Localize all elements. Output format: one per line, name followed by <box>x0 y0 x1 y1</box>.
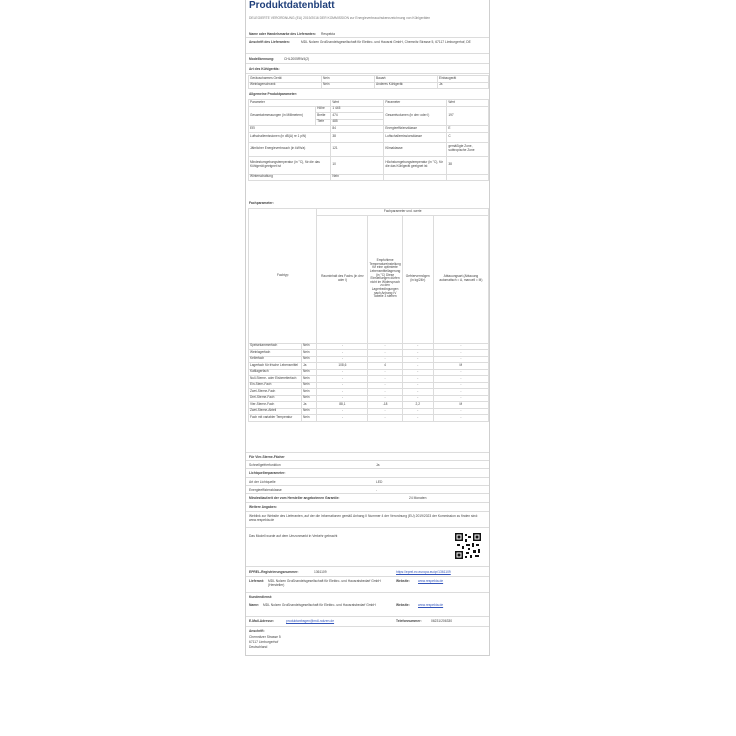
table-cell: 38 <box>331 132 384 142</box>
compartment-cell: Nein <box>302 343 317 350</box>
email-label: E-Mail-Adresse: <box>249 619 274 623</box>
compartment-cell: 88,1 <box>317 402 368 409</box>
compartment-cell: Nein <box>302 376 317 383</box>
service-website-link[interactable]: www.respekta.de <box>418 603 444 607</box>
service-name-value: MDL Nolzen Großhandelsgesellschaft für Elektro- und Hausratsbedarf GmbH <box>263 603 376 607</box>
compartment-type: Kellerfach <box>249 356 302 363</box>
address-line: Chemnitzer Strasse 5 <box>249 635 281 639</box>
compartment-cell: - <box>317 343 368 350</box>
compartment-cell: - <box>317 415 368 422</box>
address-label: Anschrift: <box>249 629 265 633</box>
table-row <box>249 142 489 156</box>
compartment-type: Vier-Sterne-Fach <box>249 402 302 409</box>
compartment-type: Lagerfach für frische Lebensmittel <box>249 363 302 370</box>
address-line: 67117 Limburgerhof <box>249 640 279 644</box>
compartment-cell: - <box>433 343 488 350</box>
compartment-cell: - <box>402 395 433 402</box>
website-link[interactable]: www.respekta.de <box>418 579 444 583</box>
table-cell: Wert <box>447 100 489 107</box>
test-note: Das Modell wurde auf dem Umzonmarkt in Verkehr gebracht <box>249 534 338 538</box>
compartment-type: Null-Sterne- oder Eisbereiterfach <box>249 376 302 383</box>
compartment-cell: - <box>368 376 402 383</box>
table-cell: E <box>447 126 489 133</box>
table-cell: Energieeffizienzklasse <box>384 126 447 133</box>
phone-value: 06231/206330 <box>431 619 453 623</box>
table-cell: Mindestumgebungstemperatur (in °C), für die das Kühlgerät geeignet ist <box>249 156 331 174</box>
table-cell: Höchstumgebungstemperatur (in °C), für die das Kühlgerät geeignet ist <box>384 156 447 174</box>
table-cell: Höhe <box>316 106 331 113</box>
table-cell: 10 <box>331 156 384 174</box>
table-row <box>249 156 489 174</box>
compartment-cell: - <box>368 395 402 402</box>
compartment-cell: - <box>368 350 402 357</box>
compartment-cell: Ja <box>302 363 317 370</box>
table-cell: Fachparameter und -werte <box>317 209 489 216</box>
contact-website-label: Website: <box>396 579 410 583</box>
compartment-cell: - <box>402 369 433 376</box>
compartment-cell: - <box>433 389 488 396</box>
light-type-row: Art der Lichtquelle LED <box>246 478 489 486</box>
table-cell: Jährlicher Energieverbrauch (in kWh/a) <box>249 142 331 156</box>
additional-heading: Weitere Angaben: <box>246 503 489 512</box>
table-cell: Nein <box>322 76 375 83</box>
page-title: Produktdatenblatt <box>249 0 335 11</box>
table-cell: 474 <box>331 113 384 120</box>
service-website-label: Website: <box>396 603 410 607</box>
compartment-cell: - <box>368 389 402 396</box>
compartment-cell: - <box>433 408 488 415</box>
compartment-cell: - <box>433 369 488 376</box>
table-row <box>249 415 489 422</box>
table-cell: Nein <box>322 82 375 89</box>
compartment-cell: - <box>433 415 488 422</box>
table-cell: Gefriervermögen (in kg/24h) <box>402 215 433 343</box>
compartment-type: Zwei-Sterne-Abteil <box>249 408 302 415</box>
compartment-cell: - <box>368 382 402 389</box>
compartment-cell: - <box>433 382 488 389</box>
brand-row: Name oder Handelsmarke des Lieferanten: Respekta <box>246 30 489 38</box>
table-cell: Gesamtabmessungen (in Millimetern) <box>249 106 316 126</box>
compartment-type: Ein-Stern-Fach <box>249 382 302 389</box>
table-cell: 485 <box>331 119 384 126</box>
compartment-cell: - <box>402 343 433 350</box>
title-bar <box>246 0 489 15</box>
email-link[interactable]: produktanfragen@mdl-nolzen.de <box>286 619 335 623</box>
table-cell: Breite <box>316 113 331 120</box>
compartment-cell: -18 <box>368 402 402 409</box>
compartment-cell: Nein <box>302 408 317 415</box>
table-cell: Geräuscharmes Gerät <box>249 76 322 83</box>
divider <box>246 576 489 577</box>
compartment-cell: - <box>368 356 402 363</box>
compartment-type: Fach mit variabler Temperatur <box>249 415 302 422</box>
compartment-cell: - <box>402 408 433 415</box>
table-row <box>249 132 489 142</box>
compartment-cell: - <box>402 376 433 383</box>
compartment-cell: Nein <box>302 369 317 376</box>
compartment-cell: - <box>402 389 433 396</box>
compartments-table <box>248 208 489 422</box>
eprel-number: 1361109 <box>314 570 327 574</box>
compartment-cell: - <box>402 415 433 422</box>
table-cell: Nein <box>331 174 384 181</box>
table-cell: Anderes Kühlgerät: <box>375 82 438 89</box>
table-cell: Abtauungsart (Abtauung automatisch = A, manuell = M) <box>433 215 488 343</box>
compartment-cell: - <box>433 350 488 357</box>
phone-label: Telefonnummer: <box>396 619 422 623</box>
divider <box>246 592 489 593</box>
table-cell: gemäßigte Zone, subtropische Zone <box>447 142 489 156</box>
compartment-cell: - <box>317 382 368 389</box>
address-line: Deutschland <box>249 645 268 649</box>
table-cell: Winterschaltung <box>249 174 331 181</box>
compartment-type: Zwei-Sterne-Fach <box>249 389 302 396</box>
compartment-cell: - <box>368 415 402 422</box>
compartment-cell: - <box>402 350 433 357</box>
table-cell: 84 <box>331 126 384 133</box>
service-name-label: Name: <box>249 603 260 607</box>
table-cell: EEI <box>249 126 331 133</box>
table-cell: Empfohlene Temperatureinstellung für eine optimierte Lebensmittellagerung (in °C) Diese Einstellungen dürfen nicht im Widerspruch zu den Lagerbedingungen nach Anhang IV Tabelle 3 stehen <box>368 215 402 343</box>
compartment-cell: Nein <box>302 395 317 402</box>
compartment-cell: - <box>317 389 368 396</box>
address-row: Anschrift des Lieferanten: MDL Nolzen Großhandelsgesellschaft für Elektro- und Hausrat GmbH, Chemnitz Strasse 5, 67117 Limburgerhof, DE <box>246 38 489 54</box>
service-heading: Kundendienst: <box>249 595 273 599</box>
compartment-cell: - <box>317 376 368 383</box>
divider <box>246 626 489 627</box>
compartment-cell: M <box>433 402 488 409</box>
compartment-cell: Ja <box>302 402 317 409</box>
compartment-cell: - <box>317 395 368 402</box>
compartment-cell: M <box>433 363 488 370</box>
contact-supplier-value: MDL Nolzen Großhandelsgesellschaft für Elektro- und Hausratsbedarf GmbH (Hersteller) <box>268 579 381 587</box>
device-type-heading: Art des Kühlgeräts: <box>246 64 489 74</box>
compartment-cell: - <box>317 350 368 357</box>
compartment-cell: - <box>368 408 402 415</box>
table-cell: 197 <box>447 106 489 126</box>
compartment-cell: - <box>317 408 368 415</box>
eprel-label: EPREL-Registrierungsnummer: <box>249 570 299 574</box>
compartment-cell: 2,2 <box>402 402 433 409</box>
table-row <box>249 174 489 181</box>
table-cell: Fachtyp <box>249 209 317 344</box>
compartment-cell: 108,6 <box>317 363 368 370</box>
table-cell: Ja <box>438 82 489 89</box>
eprel-link[interactable]: https://eprel.ec.europa.eu/qr/1361109 <box>396 570 451 574</box>
table-cell: Parameter <box>249 100 331 107</box>
table-cell: Bauart: <box>375 76 438 83</box>
table-cell: 38 <box>447 156 489 174</box>
compartment-type: Drei-Sterne-Fach <box>249 395 302 402</box>
compartment-cell: Nein <box>302 350 317 357</box>
compartment-cell: 4 <box>368 363 402 370</box>
compartment-cell: - <box>433 395 488 402</box>
compartment-cell: Nein <box>302 356 317 363</box>
table-cell: 1 445 <box>331 106 384 113</box>
compartment-cell: - <box>317 356 368 363</box>
divider <box>246 616 489 617</box>
table-cell <box>384 174 447 181</box>
divider <box>246 566 489 567</box>
compartment-cell: Nein <box>302 415 317 422</box>
general-params-table <box>248 99 489 181</box>
table-cell: Weinlagerschrank <box>249 82 322 89</box>
table-cell: Gesamtvolumen (in dm³ oder l) <box>384 106 447 126</box>
model-row: Modellkennung: CHL2005RW4(2) <box>246 54 489 64</box>
compartment-cell: - <box>368 369 402 376</box>
table-cell: Rauminhalt des Fachs (in dm³ oder l) <box>317 215 368 343</box>
compartment-cell: - <box>402 382 433 389</box>
table-cell: Einbaugerät <box>438 76 489 83</box>
general-heading: Allgemeine Produktparameter: <box>249 92 298 96</box>
compartment-cell: - <box>402 363 433 370</box>
table-cell: Wert <box>331 100 384 107</box>
table-cell: Luftschallemissionen (in dB(A) re 1 pW) <box>249 132 331 142</box>
light-heading: Lichtquellenparameter: <box>246 469 489 478</box>
compartment-cell: Nein <box>302 389 317 396</box>
compartment-cell: - <box>402 356 433 363</box>
light-class-row: Energieeffizienzklasse - <box>246 486 489 494</box>
compartments-heading: Fachparameter: <box>249 201 274 205</box>
compartment-cell: Nein <box>302 382 317 389</box>
table-cell: Klimaklasse: <box>384 142 447 156</box>
table-row <box>249 82 489 89</box>
compartment-cell: - <box>317 369 368 376</box>
regulation-text: DELEGIERTE VERORDNUNG (EU) 2019/2016 DER KOMMISSION zur Energieverbrauchskennzeichnung von Kühlgeräten <box>249 16 431 20</box>
table-cell <box>447 174 489 181</box>
compartment-type: Kaltlagerfach <box>249 369 302 376</box>
table-cell: Luftschallemissionsklasse <box>384 132 447 142</box>
table-cell: Tiefe <box>316 119 331 126</box>
qr-code-icon[interactable] <box>454 532 482 560</box>
compartment-cell: - <box>433 376 488 383</box>
compartment-cell: - <box>433 356 488 363</box>
compartment-cell: - <box>368 343 402 350</box>
four-star-heading: Für Vier-Sterne-Fächer <box>246 452 489 461</box>
table-cell: 121 <box>331 142 384 156</box>
table-cell: C <box>447 132 489 142</box>
compartment-type: Weinlagerfach <box>249 350 302 357</box>
quick-freeze-row: Schnellgefrierfunktion Ja <box>246 461 489 469</box>
warranty-row: Mindestlaufzeit der vom Hersteller angebotenen Garantie: 24 Monaten <box>246 494 489 503</box>
additional-row: Weblink zur Website des Lieferanten, auf der die Informationen gemäß Anhang II Nummer 4 der Verordnung (EU) 2019/2023 der Kommission zu finden sind: www.respekta.de <box>246 512 489 528</box>
device-type-table <box>248 75 489 89</box>
table-cell: Parameter <box>384 100 447 107</box>
contact-supplier-label: Lieferant: <box>249 579 265 583</box>
product-data-sheet <box>245 0 490 656</box>
compartment-type: Speisekammerfach <box>249 343 302 350</box>
